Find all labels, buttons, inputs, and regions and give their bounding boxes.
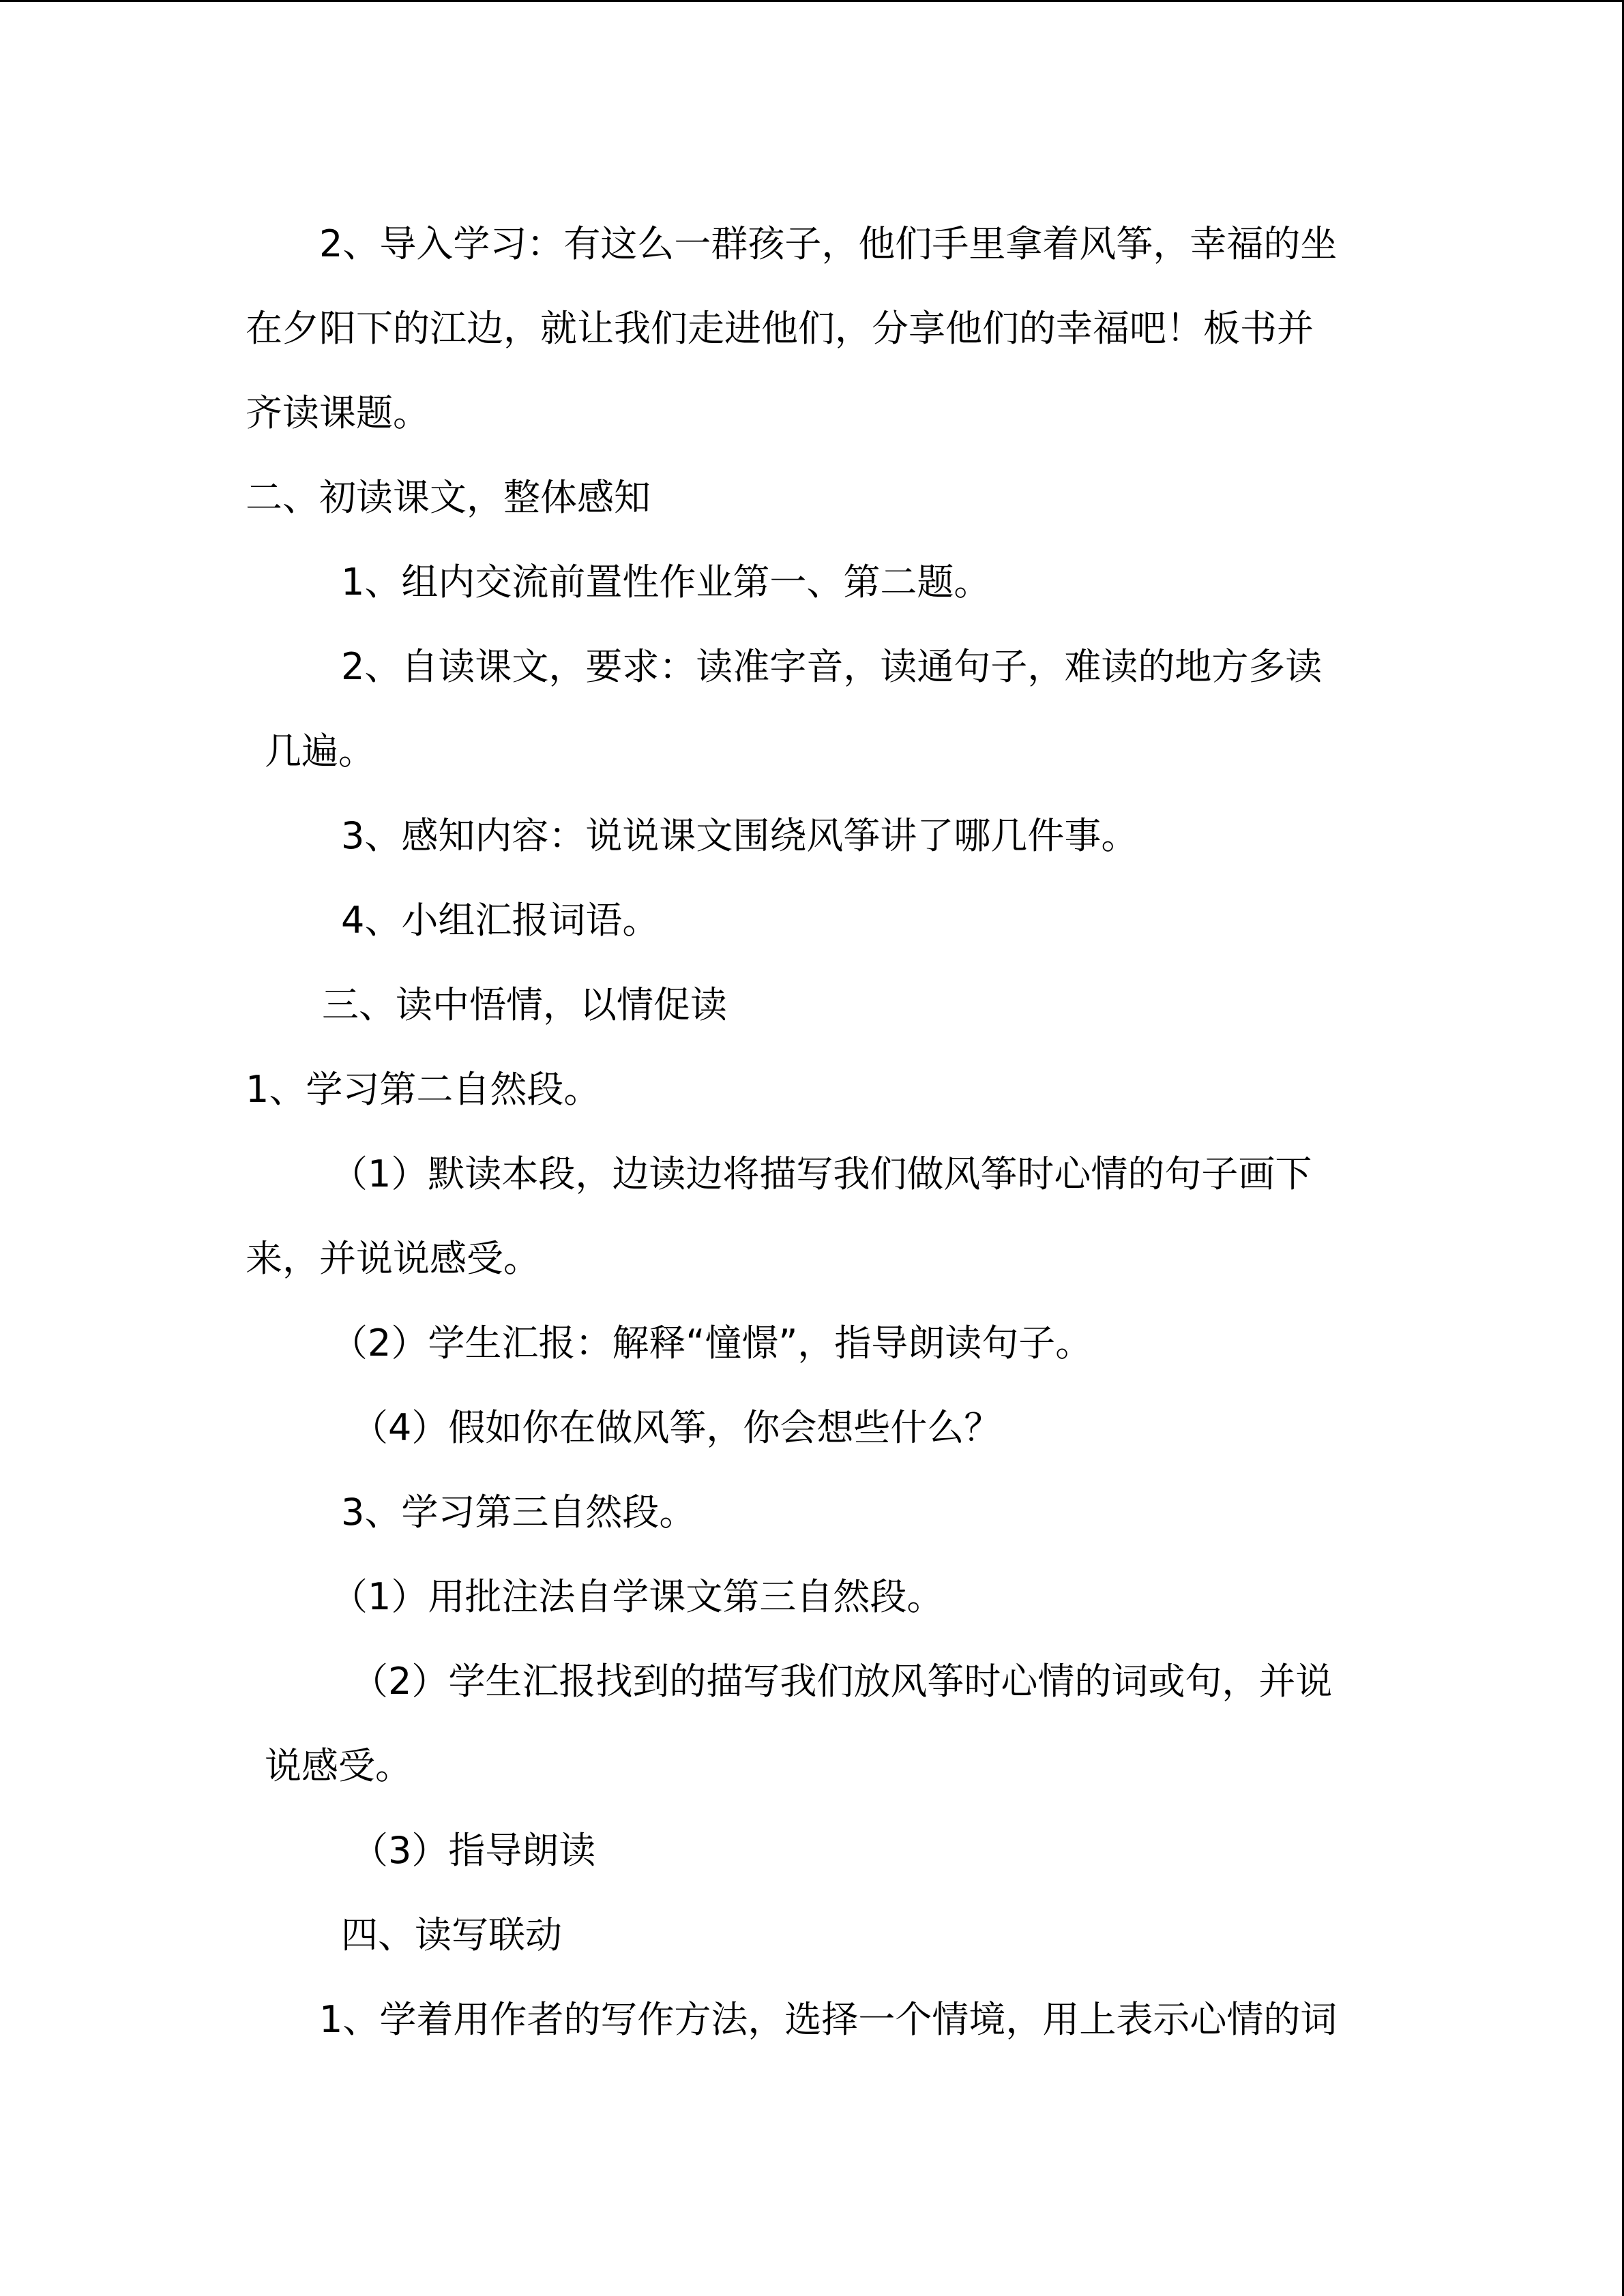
text-line: 来，并说说感受。 — [246, 1237, 540, 1280]
section-heading: 四、读写联动 — [341, 1913, 562, 1956]
text-line: 4、小组汇报词语。 — [341, 899, 660, 942]
text-line: 1、学习第二自然段。 — [246, 1068, 601, 1111]
text-line: （1）默读本段，边读边将描写我们做风筝时心情的句子画下 — [331, 1152, 1312, 1195]
text-line: 齐读课题。 — [246, 391, 430, 434]
text-line: 3、感知内容：说说课文围绕风筝讲了哪几件事。 — [341, 814, 1138, 857]
text-line: （2）学生汇报找到的描写我们放风筝时心情的词或句，并说 — [351, 1660, 1333, 1703]
text-line: 3、学习第三自然段。 — [341, 1491, 696, 1534]
section-heading: 二、初读课文，整体感知 — [246, 476, 651, 519]
text-line: （3）指导朗读 — [351, 1829, 596, 1872]
text-line: 在夕阳下的江边，就让我们走进他们，分享他们的幸福吧！板书并 — [246, 307, 1314, 350]
text-line: 1、学着用作者的写作方法，选择一个情境，用上表示心情的词 — [319, 1998, 1338, 2041]
top-border-line — [0, 0, 1624, 2]
text-line: 2、自读课文，要求：读准字音，读通句子，难读的地方多读 — [341, 645, 1323, 688]
text-line: 1、组内交流前置性作业第一、第二题。 — [341, 561, 991, 603]
text-line: （4）假如你在做风筝，你会想些什么？ — [351, 1406, 1001, 1449]
text-line: 说感受。 — [265, 1744, 412, 1787]
text-line: （1）用批注法自学课文第三自然段。 — [331, 1575, 944, 1618]
text-line: 几遍。 — [265, 730, 375, 773]
section-heading: 三、读中悟情，以情促读 — [322, 983, 727, 1026]
text-line: （2）学生汇报：解释“憧憬”，指导朗读句子。 — [331, 1322, 1093, 1365]
text-line: 2、导入学习：有这么一群孩子，他们手里拿着风筝，幸福的坐 — [319, 222, 1338, 265]
